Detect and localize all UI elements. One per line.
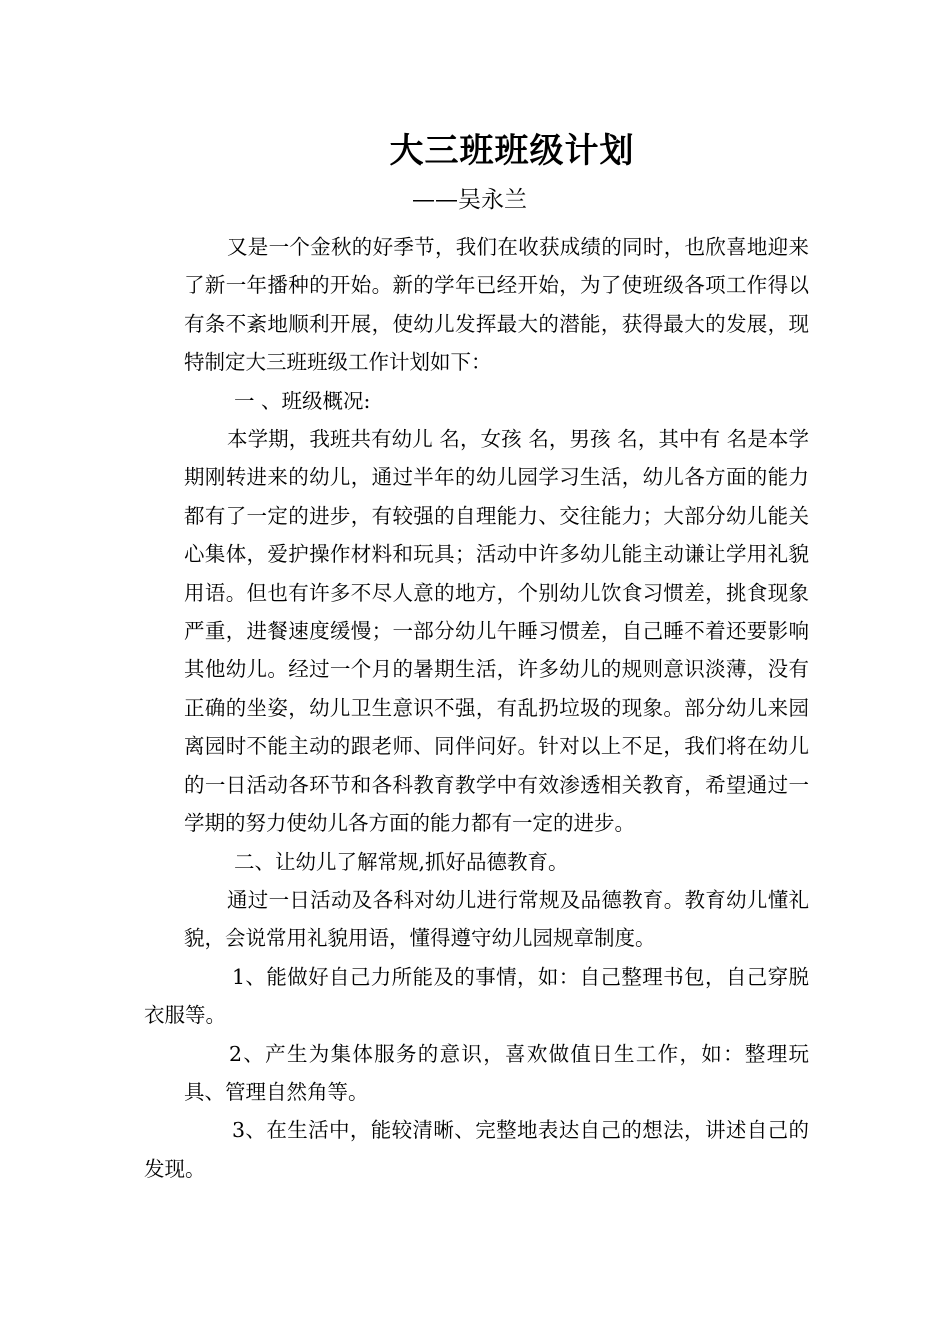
paragraph-class-overview: 本学期，我班共有幼儿 名，女孩 名，男孩 名，其中有 名是本学期刚转进来的幼儿，通过半年的幼儿园学习生活，幼儿各方面的能力都有了一定的进步，有较强的自理能力、交往能力；大部分幼儿能关心集体，爱护操作材料和玩具；活动中许多幼儿能主动谦让学用礼貌用语。但也有许多不尽人意的地方，个别幼儿饮食习惯差，挑食现象严重，进餐速度缓慢；一部分幼儿午睡习惯差，自己睡不着还要影响其他幼儿。经过一个月的暑期生活，许多幼儿的规则意识淡薄，没有正确的坐姿，幼儿卫生意识不强，有乱扔垃圾的现象。部分幼儿来园离园时不能主动的跟老师、同伴问好。针对以上不足，我们将在幼儿的一日活动各环节和各科教育教学中有效渗透相关教育，希望通过一学期的努力使幼儿各方面的能力都有一定的进步。 bbox=[184, 427, 809, 836]
document-author: ——吴永兰 bbox=[412, 187, 527, 213]
document-body bbox=[144, 228, 809, 1188]
paragraph-intro: 又是一个金秋的好季节，我们在收获成绩的同时，也欣喜地迎来了新一年播种的开始。新的学年已经开始，为了使班级各项工作得以有条不紊地顺利开展，使幼儿发挥最大的潜能，获得最大的发展，现特制定大三班班级工作计划如下： bbox=[184, 235, 809, 375]
section-heading-routine-education: 二、让幼儿了解常规,抓好品德教育。 bbox=[234, 849, 569, 874]
document-title: 大三班班级计划 bbox=[389, 131, 635, 171]
list-item-2: 2、产生为集体服务的意识，喜欢做值日生工作，如：整理玩具、管理自然角等。 bbox=[184, 1041, 809, 1104]
list-item-1: 1、能做好自己力所能及的事情，如：自己整理书包，自己穿脱衣服等。 bbox=[144, 964, 809, 1028]
list-item-3: 3、在生活中，能较清晰、完整地表达自己的想法，讲述自己的发现。 bbox=[144, 1118, 809, 1181]
section-heading-class-overview: 一 、班级概况: bbox=[234, 388, 371, 413]
paragraph-routine-education: 通过一日活动及各科对幼儿进行常规及品德教育。教育幼儿懂礼貌，会说常用礼貌用语，懂得遵守幼儿园规章制度。 bbox=[184, 887, 809, 951]
